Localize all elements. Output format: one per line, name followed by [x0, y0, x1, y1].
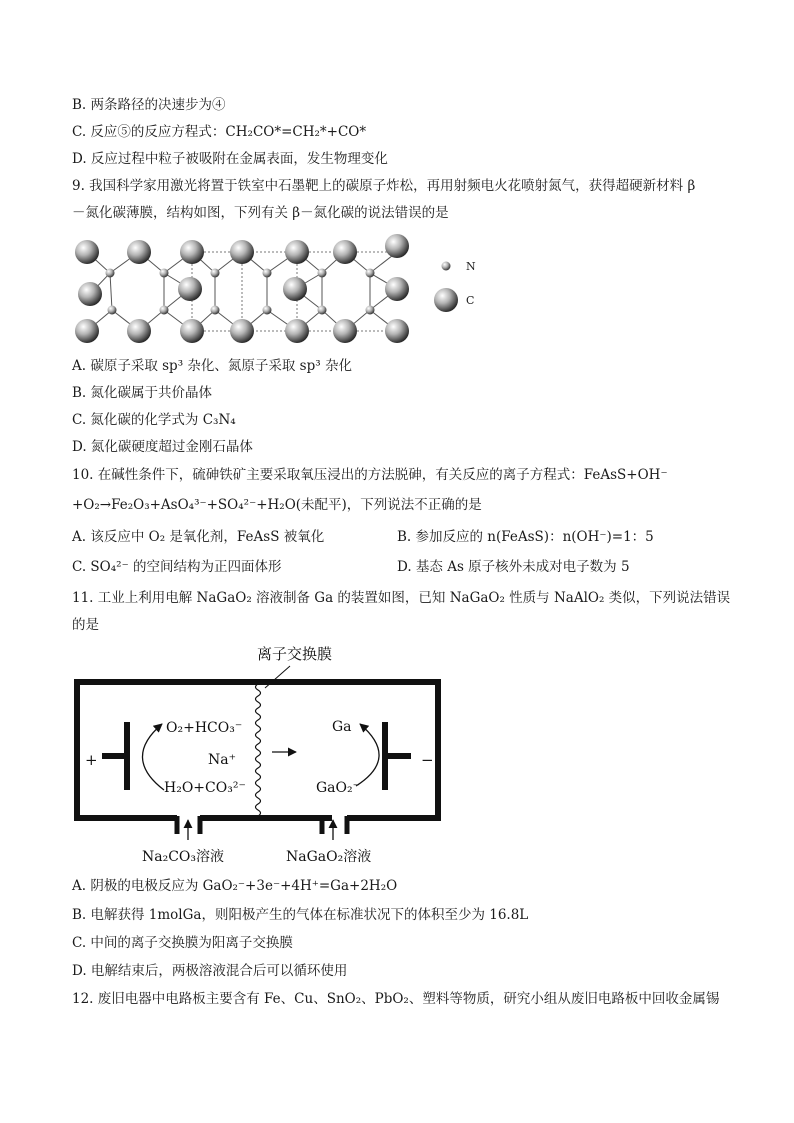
- anode-electrode: [102, 722, 127, 790]
- q8-option-c: C. 反应⑤的反应方程式：CH₂CO*=CH₂*+CO*: [72, 124, 367, 140]
- anode-product-label: O₂+HCO₃⁻: [166, 720, 243, 736]
- cathode-reactant-label: GaO₂⁻: [316, 780, 361, 796]
- q10-stem-line2: +O₂→Fe₂O₃+AsO₄³⁻+SO₄²⁻+H₂O(未配平)，下列说法不正确的是: [72, 497, 482, 513]
- legend-c-label: C: [466, 294, 475, 307]
- nitrogen-atoms: [106, 269, 375, 315]
- cathode-sign: −: [421, 751, 434, 769]
- cathode-reaction-arrow: [356, 724, 379, 786]
- anode-sign: +: [85, 751, 98, 769]
- cathode-electrode: [385, 722, 411, 790]
- anode-reactant-label: H₂O+CO₃²⁻: [164, 780, 246, 796]
- q9-option-a: A. 碳原子采取 sp³ 杂化、氮原子采取 sp³ 杂化: [72, 358, 352, 374]
- q9-stem-line1: 9. 我国科学家用激光将置于铁室中石墨靶上的碳原子炸松，再用射频电火花喷射氮气，获得超硬新材料 β: [72, 178, 696, 194]
- q11-stem-line1: 11. 工业上利用电解 NaGaO₂ 溶液制备 Ga 的装置如图，已知 NaGaO₂ 性质与 NaAlO₂ 类似，下列说法错误: [72, 590, 731, 606]
- q11-option-b: B. 电解获得 1molGa，则阳极产生的气体在标准状况下的体积至少为 16.8L: [72, 907, 529, 923]
- inlet-right-label: NaGaO₂溶液: [286, 849, 372, 865]
- q8-option-d: D. 反应过程中粒子被吸附在金属表面，发生物理变化: [72, 151, 388, 167]
- ion-exchange-membrane: [256, 684, 261, 816]
- q10-option-b: B. 参加反应的 n(FeAsS)：n(OH⁻)=1：5: [397, 529, 654, 545]
- q10-option-c: C. SO₄²⁻ 的空间结构为正四面体形: [72, 559, 282, 575]
- q9-stem-line2: －氮化碳薄膜，结构如图，下列有关 β－氮化碳的说法错误的是: [72, 205, 449, 221]
- carbon-nitride-structure-figure: [60, 228, 500, 350]
- q9-option-c: C. 氮化碳的化学式为 C₃N₄: [72, 412, 236, 428]
- electrolysis-cell-diagram: [60, 640, 460, 872]
- q10-option-d: D. 基态 As 原子核外未成对电子数为 5: [397, 559, 630, 575]
- q12-stem-line1: 12. 废旧电器中电路板主要含有 Fe、Cu、SnO₂、PbO₂、塑料等物质，研究小组从废旧电路板中回收金属锡: [72, 991, 720, 1007]
- q9-option-b: B. 氮化碳属于共价晶体: [72, 385, 213, 401]
- q10-stem-line1: 10. 在碱性条件下，硫砷铁矿主要采取氧压浸出的方法脱砷，有关反应的离子方程式：FeAsS+OH⁻: [72, 467, 668, 483]
- q9-option-d: D. 氮化碳硬度超过金刚石晶体: [72, 439, 253, 455]
- q11-option-c: C. 中间的离子交换膜为阳离子交换膜: [72, 935, 293, 951]
- anode-reaction-arrow: [142, 724, 164, 790]
- legend-c-symbol: [434, 288, 458, 312]
- legend-n-symbol: [442, 262, 451, 271]
- q8-option-b: B. 两条路径的决速步为④: [72, 97, 226, 113]
- inlet-left-label: Na₂CO₃溶液: [142, 849, 225, 865]
- q11-option-a: A. 阴极的电极反应为 GaO₂⁻+3e⁻+4H⁺=Ga+2H₂O: [72, 878, 398, 894]
- cathode-product-label: Ga: [332, 719, 352, 735]
- q11-option-d: D. 电解结束后，两极溶液混合后可以循环使用: [72, 963, 348, 979]
- membrane-label: 离子交换膜: [257, 645, 333, 663]
- q11-stem-line2: 的是: [72, 617, 99, 633]
- q10-option-a: A. 该反应中 O₂ 是氧化剂，FeAsS 被氧化: [72, 529, 325, 545]
- legend-n-label: N: [466, 260, 476, 273]
- sodium-ion-label: Na⁺: [208, 752, 236, 768]
- structure-legend: [434, 260, 476, 312]
